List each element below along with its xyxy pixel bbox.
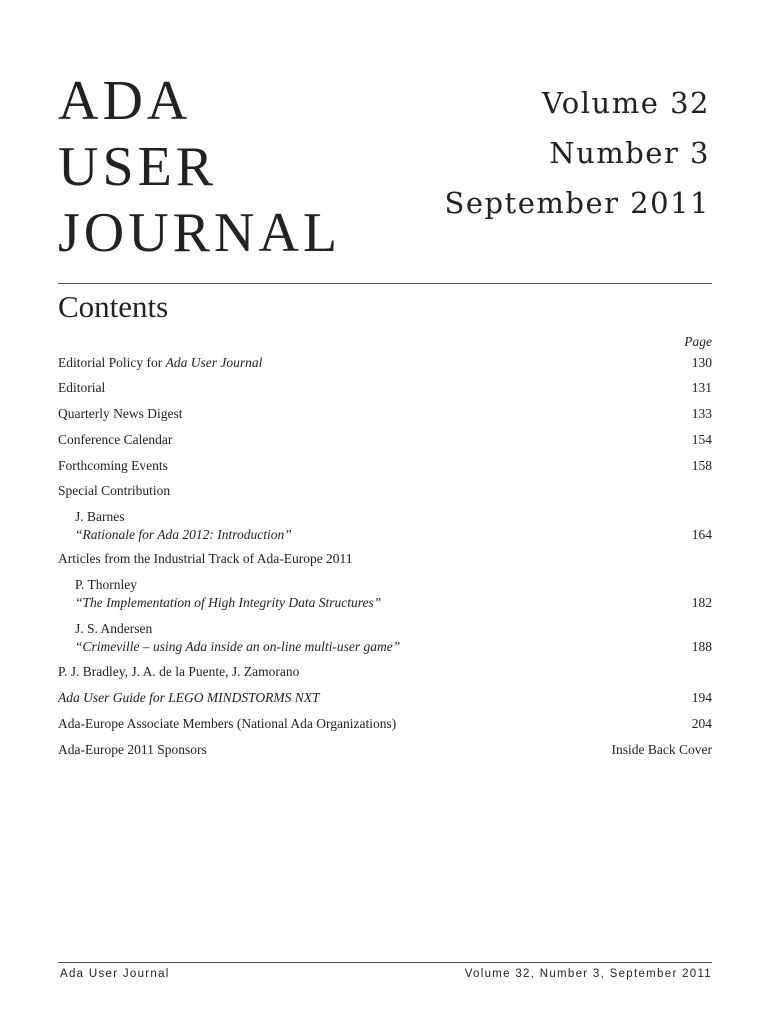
toc-entry-article-title: “Crimeville – using Ada inside an on-line multi-user game” xyxy=(75,639,401,654)
toc-entry-lego-guide xyxy=(58,689,712,707)
toc-entry-title: Quarterly News Digest xyxy=(58,406,183,421)
toc-entry-title: Ada User Guide for LEGO MINDSTORMS NXT xyxy=(58,690,320,705)
journal-title xyxy=(58,68,341,266)
toc-entry-author-names: P. J. Bradley, J. A. de la Puente, J. Zamorano xyxy=(58,664,300,679)
toc-entry-page: 158 xyxy=(691,458,712,473)
toc-entry-news-digest xyxy=(58,405,712,423)
issue-date: September 2011 xyxy=(444,186,710,220)
page-column-header: Page xyxy=(684,334,712,349)
toc-entry-title: Conference Calendar xyxy=(58,432,173,447)
issue-number: Number 3 xyxy=(549,136,710,170)
toc-entry-authors xyxy=(58,663,712,681)
top-divider xyxy=(58,283,712,284)
toc-entry-page: 204 xyxy=(691,716,712,731)
toc-section-title: Special Contribution xyxy=(58,483,171,498)
toc-entry-title: Forthcoming Events xyxy=(58,458,168,473)
issue-info xyxy=(444,78,710,228)
toc-entry-article-title: “The Implementation of High Integrity Data Structures” xyxy=(75,595,382,610)
footer-issue-info: Volume 32, Number 3, September 2011 xyxy=(464,968,712,980)
issue-volume: Volume 32 xyxy=(542,86,710,120)
toc-entry-author-name: J. Barnes xyxy=(75,509,125,524)
toc-entry-author xyxy=(58,576,712,594)
toc-entry-forthcoming-events xyxy=(58,457,712,475)
toc-entry-sponsors xyxy=(58,741,712,759)
toc-entry-editorial xyxy=(58,379,712,397)
toc-entry-author xyxy=(58,508,712,526)
toc-entry-rationale xyxy=(58,526,712,544)
toc-entry-high-integrity xyxy=(58,594,712,612)
toc-entry-page: 182 xyxy=(691,595,712,610)
toc-section-special-contribution xyxy=(58,482,712,500)
toc-entry-page: 194 xyxy=(691,690,712,705)
contents-heading: Contents xyxy=(58,289,169,324)
toc-entry-editorial-policy xyxy=(58,354,712,372)
toc-entry-page: 154 xyxy=(691,432,712,447)
toc-entry-page: 164 xyxy=(691,527,712,542)
journal-title-line-1: ADA xyxy=(58,70,192,132)
toc-section-industrial-track xyxy=(58,550,712,568)
journal-title-line-2: USER xyxy=(58,136,218,198)
footer-journal-name: Ada User Journal xyxy=(60,968,170,980)
toc-entry-article-title: “Rationale for Ada 2012: Introduction” xyxy=(75,527,292,542)
footer-divider xyxy=(58,962,712,963)
toc-entry-page: Inside Back Cover xyxy=(611,742,712,757)
toc-entry-conference-calendar xyxy=(58,431,712,449)
toc-entry-page: 188 xyxy=(691,639,712,654)
toc-entry-crimeville xyxy=(58,638,712,656)
toc-entry-page: 131 xyxy=(691,380,712,395)
toc-entry-title: Ada-Europe Associate Members (National Ada Organizations) xyxy=(58,716,397,731)
toc-entry-title: Editorial Policy for Ada User Journal xyxy=(58,355,263,370)
toc-entry-page: 130 xyxy=(691,355,712,370)
journal-title-line-3: JOURNAL xyxy=(58,202,342,264)
toc-entry-author-name: J. S. Andersen xyxy=(75,621,153,636)
toc-entry-associate-members xyxy=(58,715,712,733)
toc-section-title: Articles from the Industrial Track of Ada-Europe 2011 xyxy=(58,551,353,566)
toc-entry-author xyxy=(58,620,712,638)
toc-entry-author-name: P. Thornley xyxy=(75,577,138,592)
toc-entry-title: Ada-Europe 2011 Sponsors xyxy=(58,742,207,757)
toc-entry-title: Editorial xyxy=(58,380,106,395)
toc-entry-page: 133 xyxy=(691,406,712,421)
